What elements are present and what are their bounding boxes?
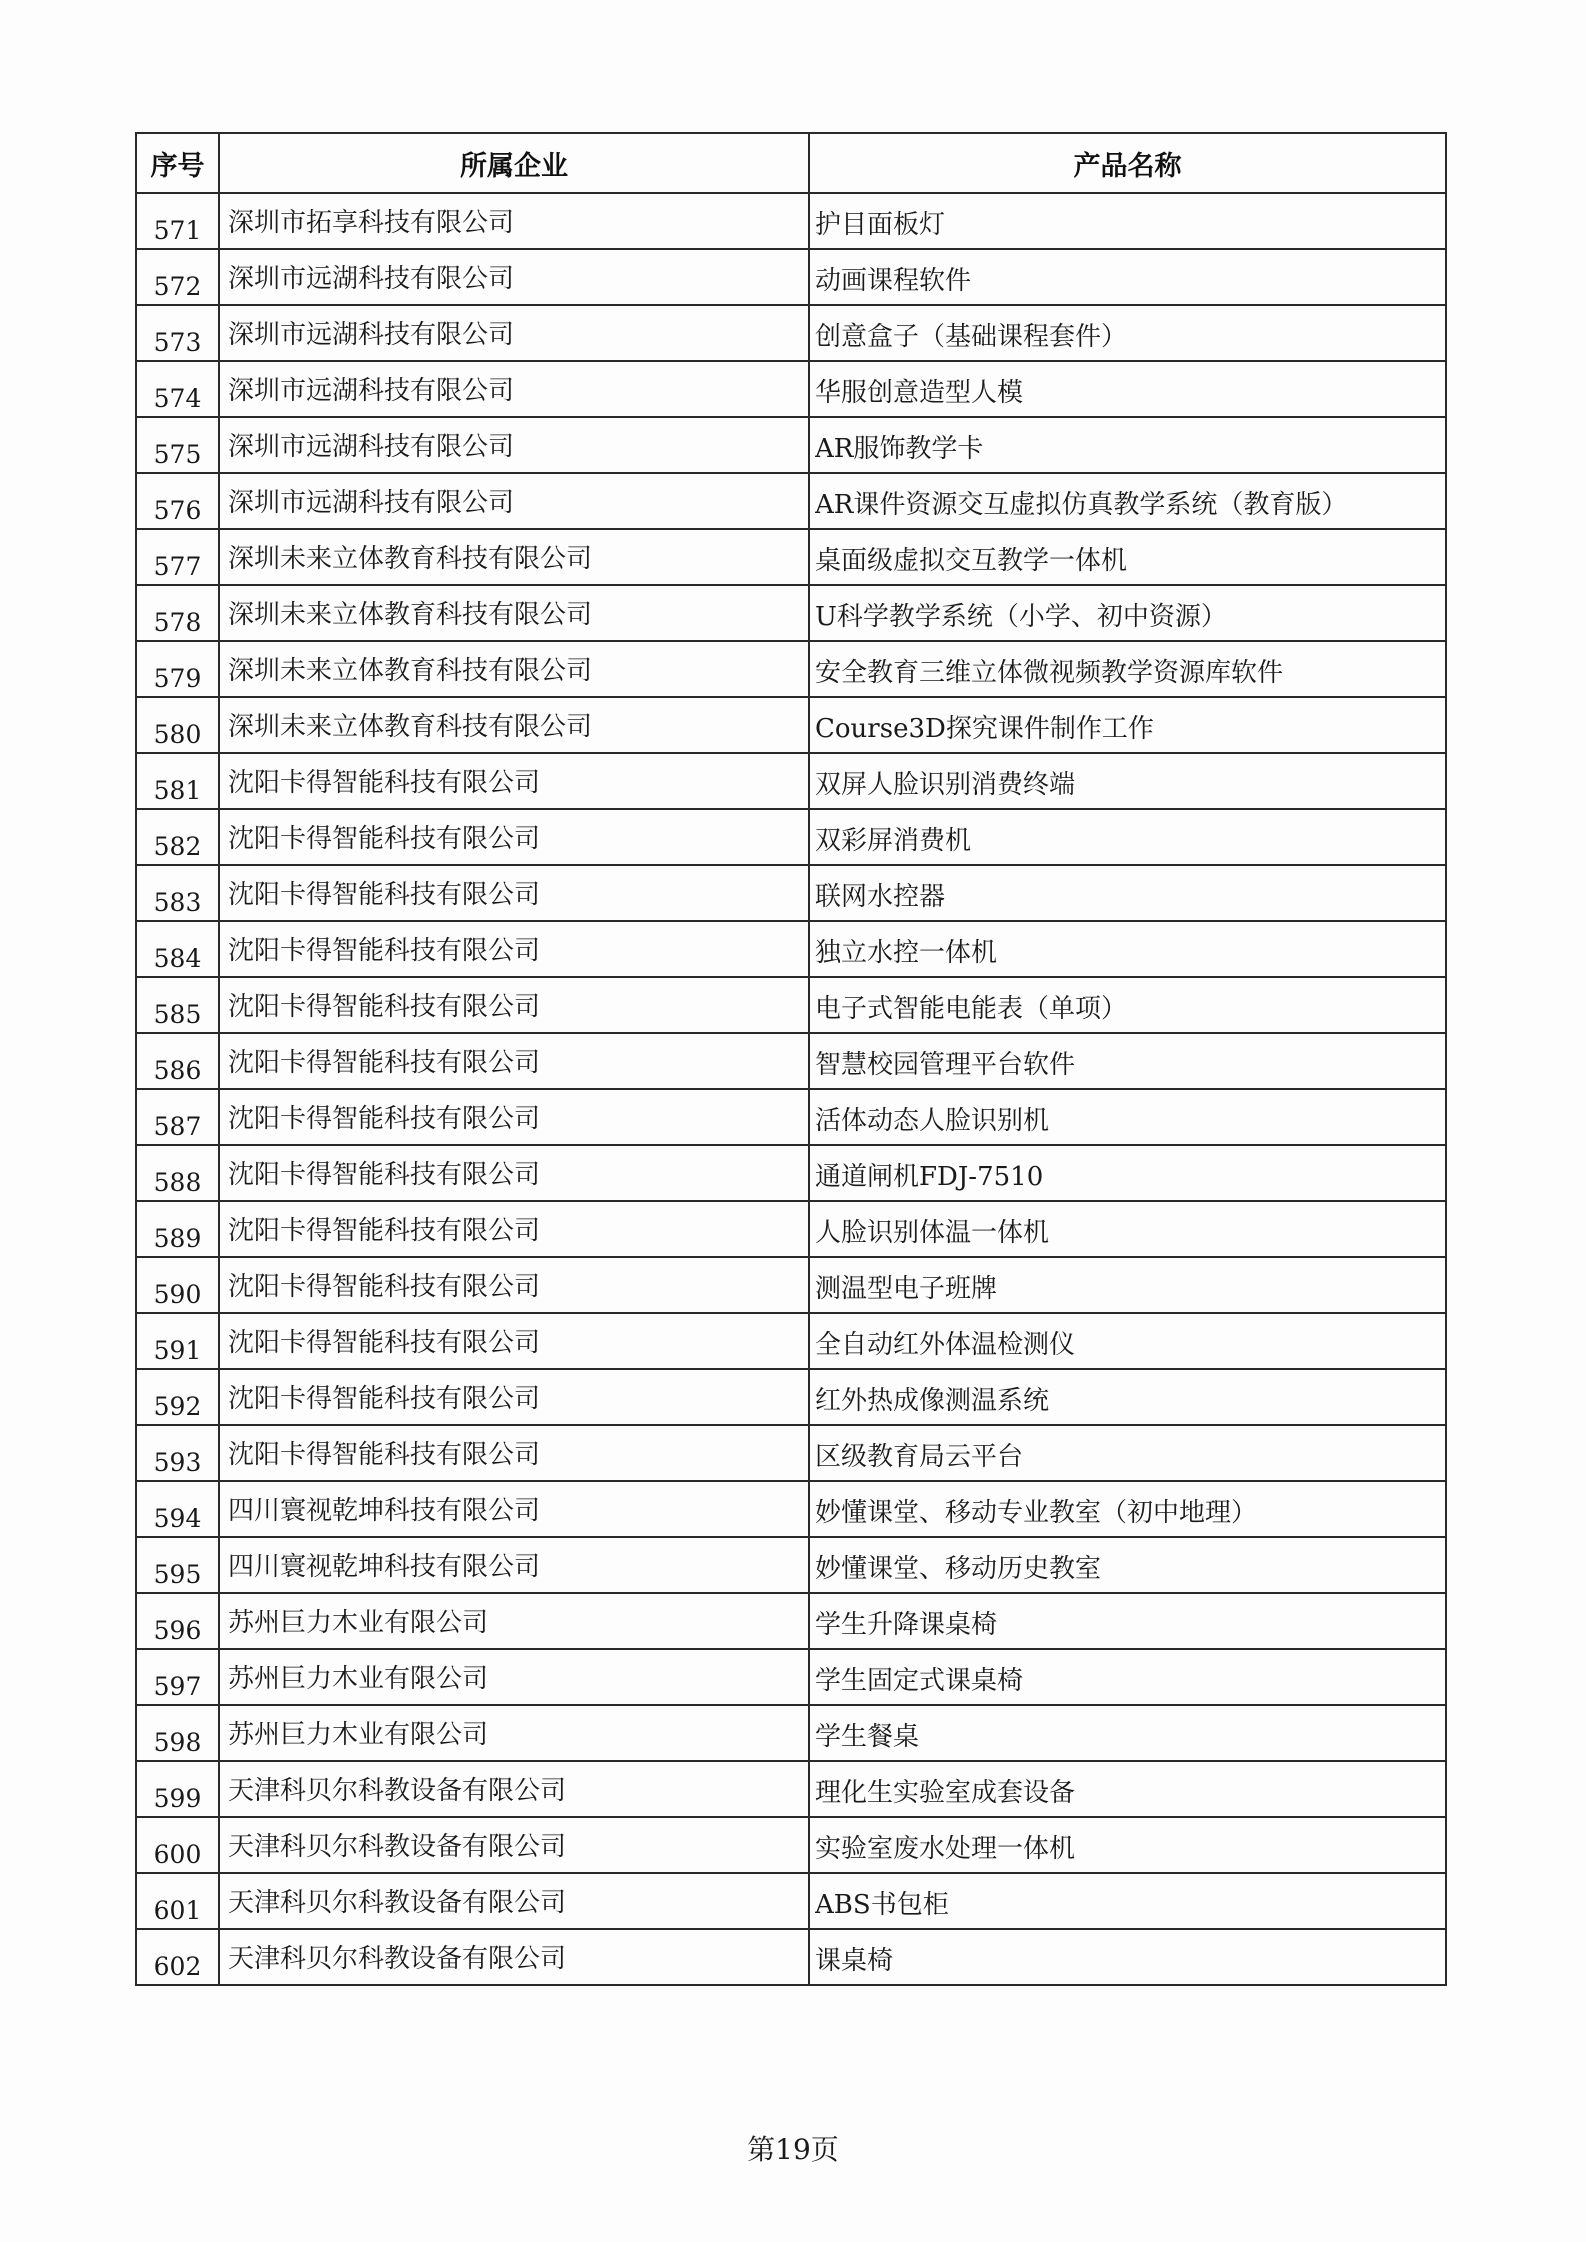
product-table (135, 132, 1447, 1986)
company-cell (219, 1761, 809, 1817)
product-cell (809, 697, 1446, 753)
company-cell (219, 529, 809, 585)
company-name: 深圳未来立体教育科技有限公司 (228, 712, 593, 742)
company-cell (219, 1537, 809, 1593)
product-name: 桌面级虚拟交互教学一体机 (815, 546, 1128, 576)
row-number: 579 (136, 641, 219, 697)
company-cell (219, 361, 809, 417)
company-name: 沈阳卡得智能科技有限公司 (228, 768, 541, 798)
company-name: 四川寰视乾坤科技有限公司 (228, 1496, 541, 1526)
product-cell (809, 1257, 1446, 1313)
table-row (136, 417, 1446, 473)
company-name: 沈阳卡得智能科技有限公司 (228, 1160, 541, 1190)
product-name: 课桌椅 (815, 1946, 894, 1976)
product-cell (809, 193, 1446, 249)
company-name: 天津科贝尔科教设备有限公司 (228, 1944, 567, 1974)
company-name: 天津科贝尔科教设备有限公司 (228, 1776, 567, 1806)
product-name: 学生固定式课桌椅 (815, 1666, 1024, 1696)
row-number: 583 (136, 865, 219, 921)
table-row (136, 1033, 1446, 1089)
company-name: 深圳未来立体教育科技有限公司 (228, 544, 593, 574)
row-number: 592 (136, 1369, 219, 1425)
product-cell (809, 809, 1446, 865)
product-cell (809, 1929, 1446, 1985)
product-cell (809, 585, 1446, 641)
row-number: 598 (136, 1705, 219, 1761)
product-name: 独立水控一体机 (815, 938, 998, 968)
company-cell (219, 1481, 809, 1537)
product-cell (809, 249, 1446, 305)
company-cell (219, 305, 809, 361)
company-cell (219, 1033, 809, 1089)
table-row (136, 1425, 1446, 1481)
product-cell (809, 305, 1446, 361)
header-company: 所属企业 (219, 133, 809, 193)
product-cell (809, 641, 1446, 697)
row-number: 578 (136, 585, 219, 641)
company-cell (219, 977, 809, 1033)
product-name: 全自动红外体温检测仪 (815, 1330, 1076, 1360)
company-name: 深圳未来立体教育科技有限公司 (228, 656, 593, 686)
row-number: 601 (136, 1873, 219, 1929)
company-name: 深圳市拓享科技有限公司 (228, 208, 515, 238)
company-name: 苏州巨力木业有限公司 (228, 1720, 489, 1750)
company-name: 天津科贝尔科教设备有限公司 (228, 1888, 567, 1918)
product-name: 智慧校园管理平台软件 (815, 1050, 1076, 1080)
company-cell (219, 1649, 809, 1705)
company-name: 沈阳卡得智能科技有限公司 (228, 1048, 541, 1078)
company-name: 深圳市远湖科技有限公司 (228, 376, 515, 406)
product-name: 理化生实验室成套设备 (815, 1778, 1076, 1808)
product-name: 双屏人脸识别消费终端 (815, 770, 1076, 800)
row-number: 572 (136, 249, 219, 305)
product-name: AR课件资源交互虚拟仿真教学系统（教育版） (815, 490, 1348, 520)
company-name: 沈阳卡得智能科技有限公司 (228, 824, 541, 854)
table-row (136, 1929, 1446, 1985)
product-cell (809, 361, 1446, 417)
row-number: 588 (136, 1145, 219, 1201)
company-name: 沈阳卡得智能科技有限公司 (228, 1384, 541, 1414)
product-cell (809, 1033, 1446, 1089)
table-row (136, 1313, 1446, 1369)
company-name: 深圳未来立体教育科技有限公司 (228, 600, 593, 630)
table-row (136, 1257, 1446, 1313)
product-name: 电子式智能电能表（单项） (815, 994, 1128, 1024)
company-cell (219, 1089, 809, 1145)
product-cell (809, 1761, 1446, 1817)
product-name: 学生餐桌 (815, 1722, 920, 1752)
product-cell (809, 865, 1446, 921)
product-cell (809, 1369, 1446, 1425)
company-cell (219, 473, 809, 529)
row-number: 590 (136, 1257, 219, 1313)
table-header-row (136, 133, 1446, 193)
product-name: 联网水控器 (815, 882, 946, 912)
product-name: 测温型电子班牌 (815, 1274, 998, 1304)
table-row (136, 1593, 1446, 1649)
table-row (136, 809, 1446, 865)
product-cell (809, 417, 1446, 473)
table-row (136, 1817, 1446, 1873)
company-cell (219, 921, 809, 977)
company-cell (219, 1313, 809, 1369)
row-number: 591 (136, 1313, 219, 1369)
company-cell (219, 1817, 809, 1873)
row-number: 580 (136, 697, 219, 753)
table-row (136, 641, 1446, 697)
product-name: 通道闸机FDJ-7510 (815, 1162, 1044, 1192)
company-cell (219, 1873, 809, 1929)
row-number: 594 (136, 1481, 219, 1537)
company-name: 沈阳卡得智能科技有限公司 (228, 1104, 541, 1134)
product-cell (809, 921, 1446, 977)
table-row (136, 977, 1446, 1033)
row-number: 573 (136, 305, 219, 361)
table-body (136, 193, 1446, 1985)
company-name: 沈阳卡得智能科技有限公司 (228, 880, 541, 910)
product-name: ABS书包柜 (815, 1890, 949, 1920)
table-row (136, 1369, 1446, 1425)
product-cell (809, 1089, 1446, 1145)
product-name: 双彩屏消费机 (815, 826, 972, 856)
product-cell (809, 1145, 1446, 1201)
row-number: 595 (136, 1537, 219, 1593)
company-cell (219, 1929, 809, 1985)
company-name: 沈阳卡得智能科技有限公司 (228, 992, 541, 1022)
company-name: 天津科贝尔科教设备有限公司 (228, 1832, 567, 1862)
product-cell (809, 1649, 1446, 1705)
product-name: 妙懂课堂、移动历史教室 (815, 1554, 1102, 1584)
company-name: 深圳市远湖科技有限公司 (228, 264, 515, 294)
table-row (136, 1201, 1446, 1257)
company-name: 沈阳卡得智能科技有限公司 (228, 1272, 541, 1302)
table-row (136, 865, 1446, 921)
table-row (136, 1481, 1446, 1537)
row-number: 586 (136, 1033, 219, 1089)
table-row (136, 697, 1446, 753)
product-name: 实验室废水处理一体机 (815, 1834, 1076, 1864)
table-row (136, 305, 1446, 361)
page-number: 第19页 (747, 2133, 839, 2166)
row-number: 599 (136, 1761, 219, 1817)
table-row (136, 1873, 1446, 1929)
company-name: 深圳市远湖科技有限公司 (228, 432, 515, 462)
product-cell (809, 1481, 1446, 1537)
company-cell (219, 641, 809, 697)
table-row (136, 529, 1446, 585)
table-row (136, 473, 1446, 529)
row-number: 581 (136, 753, 219, 809)
product-name: 动画课程软件 (815, 266, 972, 296)
product-name: U科学教学系统（小学、初中资源） (815, 602, 1227, 632)
company-cell (219, 1201, 809, 1257)
table-row (136, 361, 1446, 417)
company-cell (219, 1369, 809, 1425)
product-cell (809, 1873, 1446, 1929)
table-row (136, 193, 1446, 249)
company-name: 沈阳卡得智能科技有限公司 (228, 1328, 541, 1358)
company-cell (219, 1145, 809, 1201)
company-cell (219, 1425, 809, 1481)
header-product: 产品名称 (809, 133, 1446, 193)
row-number: 589 (136, 1201, 219, 1257)
product-name: 学生升降课桌椅 (815, 1610, 998, 1640)
product-cell (809, 1201, 1446, 1257)
product-cell (809, 1817, 1446, 1873)
product-cell (809, 473, 1446, 529)
table-row (136, 1705, 1446, 1761)
row-number: 574 (136, 361, 219, 417)
row-number: 584 (136, 921, 219, 977)
company-name: 深圳市远湖科技有限公司 (228, 320, 515, 350)
product-cell (809, 753, 1446, 809)
header-no: 序号 (136, 133, 219, 193)
product-name: 红外热成像测温系统 (815, 1386, 1050, 1416)
product-cell (809, 1705, 1446, 1761)
product-cell (809, 1537, 1446, 1593)
company-cell (219, 1705, 809, 1761)
row-number: 587 (136, 1089, 219, 1145)
product-name: 妙懂课堂、移动专业教室（初中地理） (815, 1498, 1258, 1528)
company-cell (219, 1257, 809, 1313)
product-name: 安全教育三维立体微视频教学资源库软件 (815, 658, 1284, 688)
row-number: 571 (136, 193, 219, 249)
product-name: AR服饰教学卡 (815, 434, 984, 464)
company-cell (219, 249, 809, 305)
row-number: 596 (136, 1593, 219, 1649)
company-name: 四川寰视乾坤科技有限公司 (228, 1552, 541, 1582)
company-cell (219, 809, 809, 865)
row-number: 576 (136, 473, 219, 529)
product-cell (809, 1425, 1446, 1481)
product-cell (809, 1593, 1446, 1649)
table-row (136, 1761, 1446, 1817)
company-cell (219, 865, 809, 921)
row-number: 602 (136, 1929, 219, 1985)
row-number: 600 (136, 1817, 219, 1873)
company-name: 苏州巨力木业有限公司 (228, 1608, 489, 1638)
company-cell (219, 193, 809, 249)
company-name: 沈阳卡得智能科技有限公司 (228, 1216, 541, 1246)
table-row (136, 585, 1446, 641)
table-row (136, 1089, 1446, 1145)
product-name: Course3D探究课件制作工作 (815, 714, 1154, 744)
product-name: 区级教育局云平台 (815, 1442, 1024, 1472)
product-name: 护目面板灯 (815, 210, 946, 240)
product-cell (809, 1313, 1446, 1369)
product-cell (809, 529, 1446, 585)
row-number: 582 (136, 809, 219, 865)
company-cell (219, 697, 809, 753)
table-row (136, 753, 1446, 809)
product-name: 人脸识别体温一体机 (815, 1218, 1050, 1248)
product-name: 创意盒子（基础课程套件） (815, 322, 1128, 352)
product-cell (809, 977, 1446, 1033)
row-number: 593 (136, 1425, 219, 1481)
product-name: 华服创意造型人模 (815, 378, 1024, 408)
company-name: 沈阳卡得智能科技有限公司 (228, 936, 541, 966)
company-cell (219, 753, 809, 809)
table-row (136, 249, 1446, 305)
row-number: 577 (136, 529, 219, 585)
company-name: 深圳市远湖科技有限公司 (228, 488, 515, 518)
table-row (136, 1649, 1446, 1705)
company-cell (219, 585, 809, 641)
company-cell (219, 1593, 809, 1649)
row-number: 575 (136, 417, 219, 473)
row-number: 585 (136, 977, 219, 1033)
table-row (136, 921, 1446, 977)
table-row (136, 1537, 1446, 1593)
company-name: 沈阳卡得智能科技有限公司 (228, 1440, 541, 1470)
row-number: 597 (136, 1649, 219, 1705)
table-row (136, 1145, 1446, 1201)
company-name: 苏州巨力木业有限公司 (228, 1664, 489, 1694)
company-cell (219, 417, 809, 473)
product-name: 活体动态人脸识别机 (815, 1106, 1050, 1136)
